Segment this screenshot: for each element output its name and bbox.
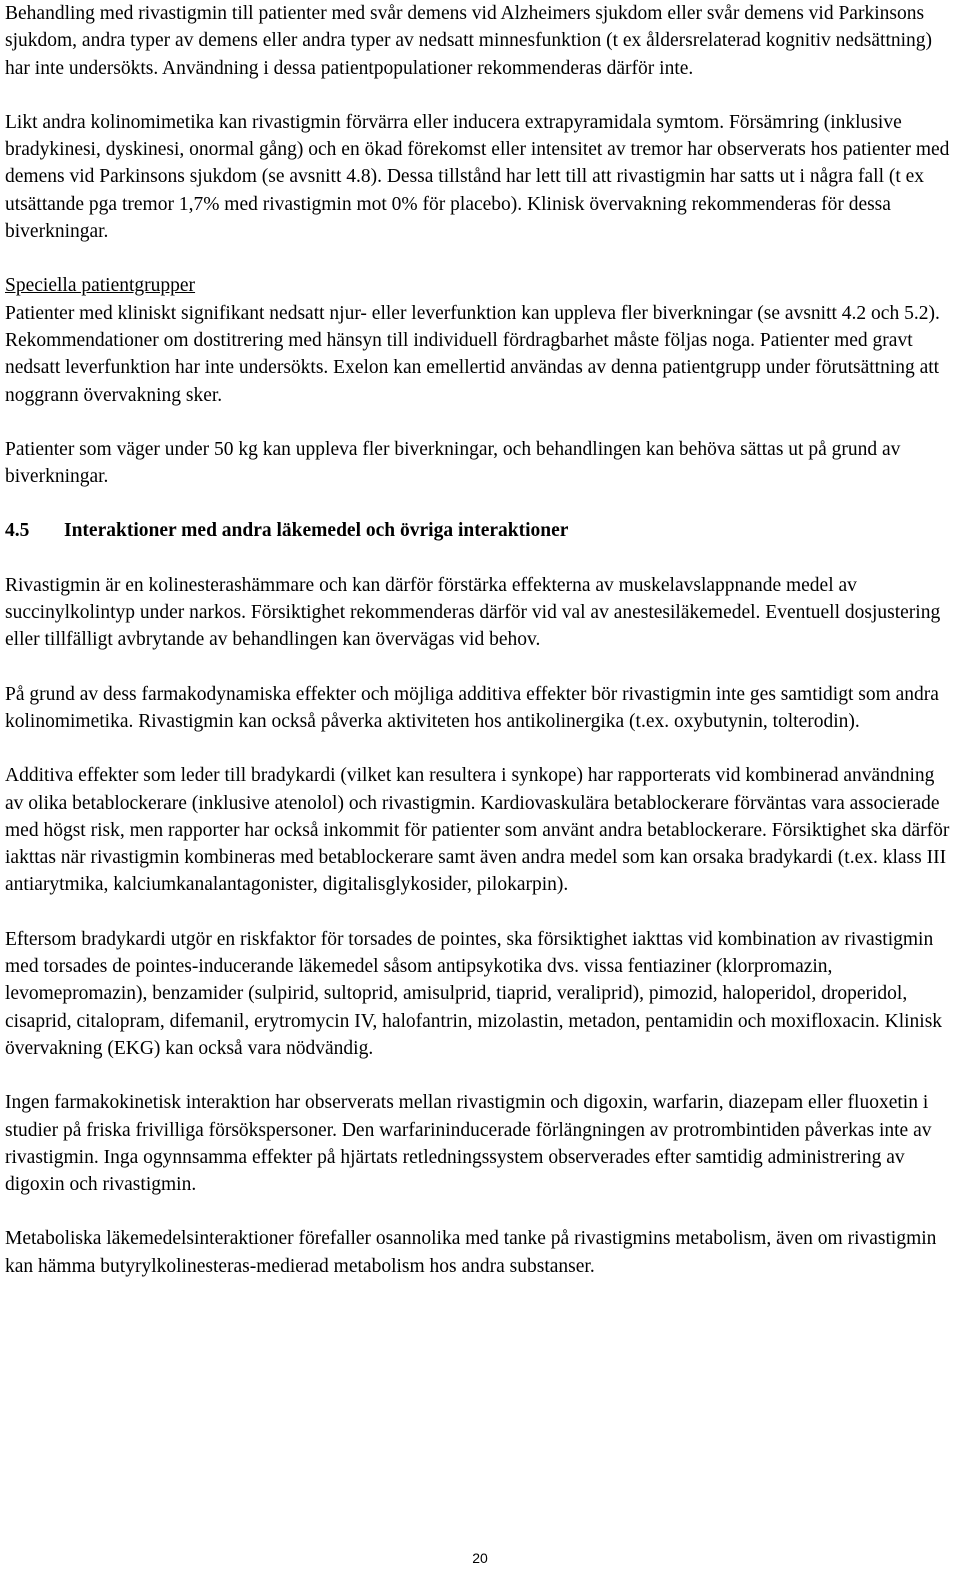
paragraph-extrapyramidal-symptoms: Likt andra kolinomimetika kan rivastigmin förvärra eller inducera extrapyramidala symtom. Försämring (inklusive bradykinesi, dyskinesi, onormal gång) och en ökad förekomst eller intensitet av tremor har observerats hos patienter med demens vid Parkinsons sjukdom (se avsnitt 4.8). Dessa tillstånd har lett till att rivastigmin har satts ut i några fall (t ex utsättande pga tremor 1,7% med rivastigmin mot 0% för placebo). Klinisk övervakning rekommenderas för dessa biverkningar. <box>5 111 950 243</box>
section-heading-4-5 <box>5 517 955 544</box>
section-title: Interaktioner med andra läkemedel och övriga interaktioner <box>64 520 569 542</box>
paragraph-low-body-weight: Patienter som väger under 50 kg kan uppleva fler biverkningar, och behandlingen kan behöva sättas ut på grund av biverkningar. <box>5 438 901 488</box>
paragraph-beta-blockers: Additiva effekter som leder till bradykardi (vilket kan resultera i synkope) har rapporterats vid kombinerad användning av olika betablockerare (inklusive atenolol) och rivastigmin. Kardiovaskulära betablockerare förväntas vara associerade med högst risk, men rapporter har också inkommit för patienter som använt andra betablockerare. Försiktighet ska därför iakttas när rivastigmin kombineras med betablockerare samt även andra medel som kan orsaka bradykardi (t.ex. klass III antiarytmika, kalciumkanalantagonister, digitalisglykosider, pilokarpin). <box>5 765 950 896</box>
document-page <box>5 0 955 1280</box>
special-populations-block <box>5 272 955 408</box>
paragraph-muscle-relaxants: Rivastigmin är en kolinesterashämmare och kan därför förstärka effekterna av muskelavslappnande medel av succinylkolintyp under narkos. Försiktighet rekommenderas därför vid val av anestesiläkemedel. Eventuell dosjustering eller tillfälligt avbrytande av behandlingen kan övervägas vid behov. <box>5 574 941 651</box>
paragraph-cholinomimetics: På grund av dess farmakodynamiska effekter och möjliga additiva effekter bör rivastigmin inte ges samtidigt som andra kolinomimetika. Rivastigmin kan också påverka aktiviteten hos antikolinergika (t.ex. oxybutynin, tolterodin). <box>5 683 939 732</box>
paragraph-untested-populations: Behandling med rivastigmin till patienter med svår demens vid Alzheimers sjukdom eller svår demens vid Parkinsons sjukdom, andra typer av demens eller andra typer av nedsatt minnesfunktion (t ex åldersrelaterad kognitiv nedsättning) har inte undersökts. Användning i dessa patientpopulationer rekommenderas därför inte. <box>5 3 933 79</box>
subheading-special-populations: Speciella patientgrupper <box>5 275 196 297</box>
paragraph-metabolic: Metaboliska läkemedelsinteraktioner förefaller osannolika med tanke på rivastigmins metabolism, även om rivastigmin kan hämma butyrylkolinesteras-medierad metabolism hos andra substanser. <box>5 1228 937 1277</box>
section-number: 4.5 <box>5 520 30 542</box>
page-number: 20 <box>472 1550 488 1566</box>
paragraph-pharmacokinetic: Ingen farmakokinetisk interaktion har observerats mellan rivastigmin och digoxin, warfarin, diazepam eller fluoxetin i studier på friska frivilliga försökspersoner. Den warfarininducerade förlängningen av protrombintiden påverkas inte av rivastigmin. Inga ogynnsamma effekter på hjärtats retledningssystem observerades efter samtidig administrering av digoxin och rivastigmin. <box>5 1092 932 1196</box>
paragraph-renal-hepatic: Patienter med kliniskt signifikant nedsatt njur- eller leverfunktion kan uppleva fler biverkningar (se avsnitt 4.2 och 5.2). Rekommendationer om dostitrering med hänsyn till individuell fördragbarhet måste följas noga. Patienter med gravt nedsatt leverfunktion har inte undersökts. Exelon kan emellertid användas av denna patientgrupp under förutsättning att noggrann övervakning sker. <box>5 302 940 406</box>
paragraph-torsades: Eftersom bradykardi utgör en riskfaktor för torsades de pointes, ska försiktighet iakttas vid kombination av rivastigmin med torsades de pointes-inducerande läkemedel såsom antipsykotika dvs. vissa fentiaziner (klorpromazin, levomepromazin), benzamider (sulpirid, sultoprid, amisulprid, tiaprid, veraliprid), pimozid, haloperidol, droperidol, cisaprid, citalopram, difemanil, erytromycin IV, halofantrin, mizolastin, metadon, pentamidin och moxifloxacin. Klinisk övervakning (EKG) kan också vara nödvändig. <box>5 928 943 1059</box>
